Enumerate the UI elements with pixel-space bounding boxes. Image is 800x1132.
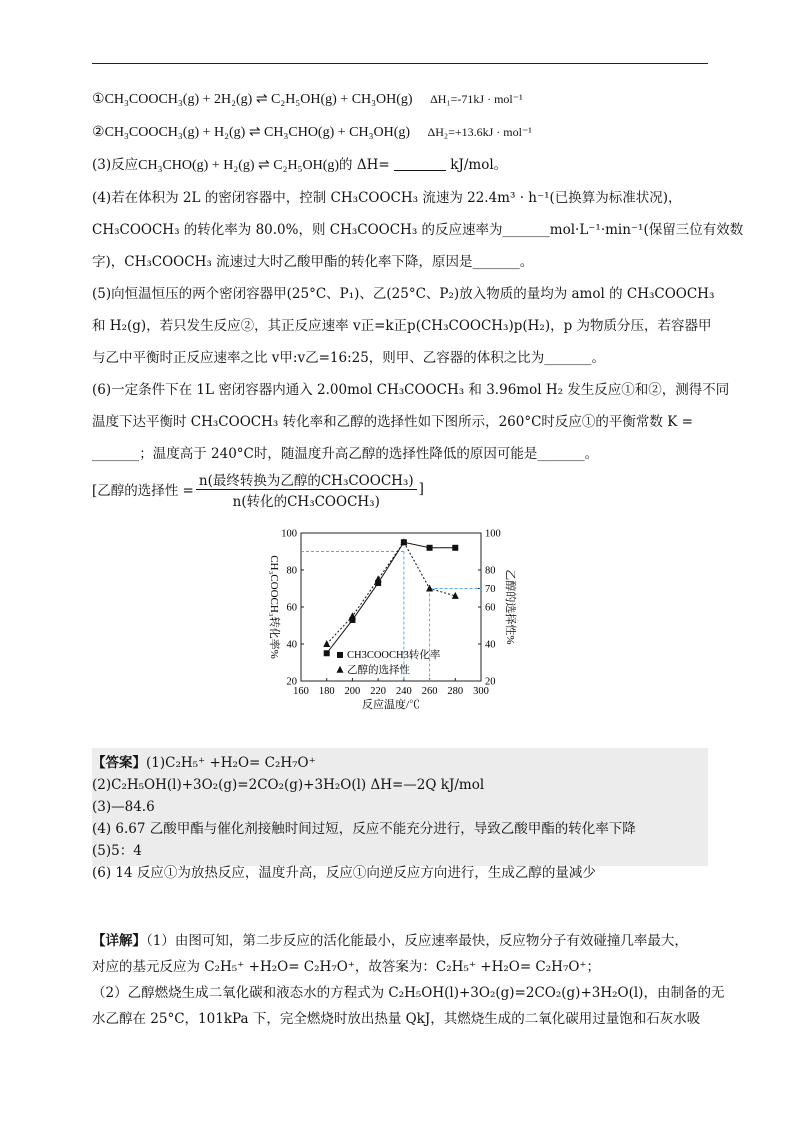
detail-line-4: 水乙醇在 25°C，101kPa 下，完全燃烧时放出热量 QkJ，其燃烧生成的二氧化碳用过量饱和石灰水吸 xyxy=(92,1011,701,1027)
y-left-axis-title: CH₃COOCH₃转化率% xyxy=(268,555,280,659)
equation-1-enthalpy: ΔH₁=-71kJ · mol⁻¹ xyxy=(430,92,523,106)
y-left-tick-label: 40 xyxy=(286,639,297,651)
x-tick-label: 160 xyxy=(293,686,309,697)
answer-line-3: (3)—84.6 xyxy=(92,799,155,815)
triangle-marker xyxy=(323,640,330,647)
header-rule xyxy=(92,63,708,64)
equation-1-text: CH₃COOCH₃(g) + 2H₂(g) ⇌ C₂H₅OH(g) + CH₃OH(g) xyxy=(104,92,413,107)
selectivity-fraction xyxy=(196,469,417,510)
selectivity-denominator: n(转化的CH₃COOCH₃) xyxy=(232,493,380,510)
y-right-tick-label: 100 xyxy=(485,528,501,540)
conversion-selectivity-chart xyxy=(245,521,555,711)
detail-heading: 【详解】 xyxy=(92,933,146,949)
selectivity-prefix: [乙醇的选择性 = xyxy=(92,483,194,499)
question-5-line-2: 和 H₂(g)，若只发生反应②，其正反应速率 v正=k正p(CH₃COOCH₃)p(H₂)，p 为物质分压，若容器甲 xyxy=(92,318,712,334)
selectivity-numerator: n(最终转换为乙醇的CH₃COOCH₃) xyxy=(196,469,417,490)
answer-block xyxy=(92,748,708,881)
question-6-line-3: _______；温度高于 240°C时，随温度升高乙醇的选择性降低的原因可能是_______。 xyxy=(92,446,599,462)
detail-line-3: （2）乙醇燃烧生成二氧化碳和液态水的方程式为 C₂H₅OH(l)+3O₂(g)=2CO₂(g)+3H₂O(l)，由制备的无 xyxy=(92,985,725,1001)
y-left-tick-label: 100 xyxy=(281,528,297,540)
legend-triangle-icon xyxy=(337,666,344,673)
q3-mid: 的 ΔH= xyxy=(339,157,390,173)
y-right-tick-label: 70 xyxy=(485,584,496,595)
q3-answer-blank[interactable] xyxy=(394,157,446,171)
square-marker xyxy=(452,545,458,551)
q3-suffix: kJ/mol。 xyxy=(450,157,508,173)
y-right-tick-label: 20 xyxy=(485,676,496,688)
question-5-line-1: (5)向恒温恒压的两个密闭容器甲(25°C、P₁)、乙(25°C、P₂)放入物质的量均为 amol 的 CH₃COOCH₃ xyxy=(92,286,715,302)
y-right-tick-label: 40 xyxy=(485,639,496,651)
y-right-tick-label: 80 xyxy=(485,565,496,577)
x-tick-label: 240 xyxy=(395,686,412,697)
question-body xyxy=(92,88,744,711)
x-tick-label: 260 xyxy=(421,686,438,697)
answer-line-4: (4) 6.67 乙酸甲酯与催化剂接触时间过短，反应不能充分进行，导致乙酸甲酯的转化率下降 xyxy=(92,821,636,837)
answer-line-1 xyxy=(92,752,708,774)
square-marker xyxy=(324,650,330,656)
equation-2-marker: ② xyxy=(92,125,105,140)
answer-line-6: (6) 14 反应①为放热反应，温度升高，反应①向逆反应方向进行，生成乙醇的量减少 xyxy=(92,865,596,881)
question-6-line-1: (6)一定条件下在 1L 密闭容器内通入 2.00mol CH₃COOCH₃ 和 3.96mol H₂ 发生反应①和②，测得不同 xyxy=(92,382,730,398)
y-left-tick-label: 60 xyxy=(286,602,297,614)
detail-line-1 xyxy=(92,928,708,954)
x-tick-label: 300 xyxy=(473,686,489,697)
question-3 xyxy=(92,154,708,177)
equation-2-enthalpy: ΔH₂=+13.6kJ · mol⁻¹ xyxy=(427,125,532,139)
question-6-line-2: 温度下达平衡时 CH₃COOCH₃ 转化率和乙醇的选择性如下图所示，260°C时反应①的平衡常数 K = xyxy=(92,414,693,430)
answer-heading: 【答案】 xyxy=(92,755,146,771)
detail-line-2: 对应的基元反应为 C₂H₅⁺ +H₂O= C₂H₇O⁺，故答案为：C₂H₅⁺ +H₂O= C₂H₇O⁺； xyxy=(92,959,601,975)
answer-1: (1)C₂H₅⁺ +H₂O= C₂H₇O⁺ xyxy=(146,755,316,771)
selectivity-formula xyxy=(92,465,708,513)
series-line-1 xyxy=(327,542,456,653)
detail-1: （1）由图可知，第二步反应的活化能最小，反应速率最快，反应物分子有效碰撞几率最大， xyxy=(146,933,688,949)
question-4-line-1: (4)若在体积为 2L 的密闭容器中，控制 CH₃COOCH₃ 流速为 22.4m³ · h⁻¹(已换算为标准状况)， xyxy=(92,190,682,206)
y-left-tick-label: 80 xyxy=(286,565,297,577)
y-left-tick-label: 20 xyxy=(286,676,297,688)
q3-prefix: (3)反应 xyxy=(92,157,139,173)
question-4-line-3: 字)，CH₃COOCH₃ 流速过大时乙酸甲酯的转化率下降，原因是_______。 xyxy=(92,254,534,270)
equation-1 xyxy=(92,88,708,111)
square-marker xyxy=(427,545,433,551)
question-5-line-3: 与乙中平衡时正反应速率之比 v甲:v乙=16:25，则甲、乙容器的体积之比为_______。 xyxy=(92,350,606,366)
question-4-line-2: CH₃COOCH₃ 的转化率为 80.0%，则 CH₃COOCH₃ 的反应速率为_______mol·L⁻¹·min⁻¹(保留三位有效数 xyxy=(92,222,744,238)
x-tick-label: 200 xyxy=(344,686,361,697)
legend-square-icon xyxy=(337,652,343,658)
equation-2 xyxy=(92,121,708,144)
chart-container xyxy=(92,521,708,711)
detail-block xyxy=(92,928,725,1032)
equation-1-marker: ① xyxy=(92,92,105,107)
y-right-axis-title: 乙醇的选择性% xyxy=(504,569,516,645)
y-right-tick-label: 60 xyxy=(485,602,496,614)
x-tick-label: 280 xyxy=(447,686,464,697)
selectivity-suffix: ] xyxy=(418,481,424,497)
equation-2-text: CH₃COOCH₃(g) + H₂(g) ⇌ CH₃CHO(g) + CH₃OH(g) xyxy=(104,125,411,140)
x-tick-label: 220 xyxy=(370,686,387,697)
answer-line-5: (5)5：4 xyxy=(92,843,142,859)
legend-item-selectivity: 乙醇的选择性 xyxy=(347,664,410,676)
q3-equation: CH₃CHO(g) + H₂(g) ⇌ C₂H₅OH(g) xyxy=(138,158,340,173)
legend-item-conversion: CH3COOCH3转化率 xyxy=(347,649,441,661)
answer-line-2: (2)C₂H₅OH(l)+3O₂(g)=2CO₂(g)+3H₂O(l) ΔH=—2Q kJ/mol xyxy=(92,777,485,793)
x-tick-label: 180 xyxy=(318,686,335,697)
x-axis-title: 反应温度/℃ xyxy=(361,699,421,711)
